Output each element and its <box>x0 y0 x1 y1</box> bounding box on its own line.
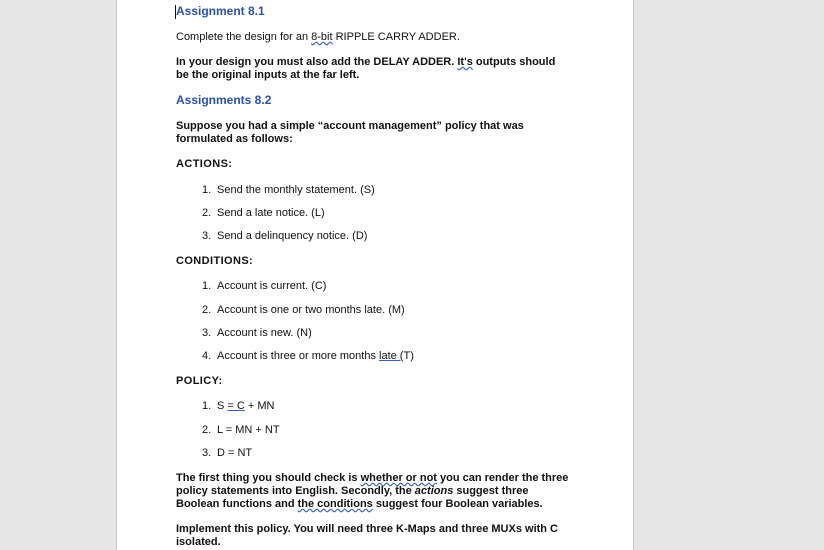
list-item-condition-1 <box>202 280 326 293</box>
list-item-action-2 <box>202 207 325 220</box>
text-run: suggest three Boolean functions and <box>176 485 529 510</box>
list-text: Account is three or more months <box>217 350 380 362</box>
list-number: 3. <box>202 327 212 339</box>
document-page <box>116 0 634 550</box>
conditions-label: CONDITIONS: <box>176 255 254 267</box>
list-item-policy-2 <box>202 424 280 437</box>
text-run: In your design you must also add the DELAY ADDER. <box>176 56 458 68</box>
list-text: Account is new. (N) <box>217 327 312 339</box>
spellcheck-phrase: the conditions <box>297 498 373 510</box>
list-item-policy-1 <box>202 400 275 413</box>
text-run: you can render the three policy statements into English. Secondly, the <box>176 472 569 497</box>
list-number: 4. <box>202 350 212 362</box>
text-run: outputs should be the original inputs at the far left. <box>176 56 556 81</box>
list-number: 2. <box>202 207 212 219</box>
list-number: 1. <box>202 280 212 292</box>
list-number: 3. <box>202 447 212 459</box>
text-run: RIPPLE CARRY ADDER. <box>332 31 460 43</box>
list-text: Send a late notice. (L) <box>217 207 325 219</box>
list-number: 1. <box>202 184 212 196</box>
list-text: Send the monthly statement. (S) <box>217 184 375 196</box>
spellcheck-phrase: whether or not <box>360 472 437 484</box>
underlined-text: late ( <box>379 350 404 362</box>
text-run: Complete the design for an <box>176 31 312 43</box>
list-number: 2. <box>202 424 212 436</box>
italic-text: actions <box>414 485 454 497</box>
paragraph-first-thing <box>176 472 571 511</box>
text-run: suggest four Boolean variables. <box>372 498 543 510</box>
paragraph-implement: Implement this policy. You will need three K-Maps and three MUXs with C isolated. <box>176 523 559 548</box>
paragraph-ripple-carry <box>176 31 571 44</box>
heading-assignment-8-1: Assignment 8.1 <box>176 4 265 18</box>
list-text: L = MN + NT <box>217 424 280 436</box>
list-number: 1. <box>202 400 212 412</box>
paragraph-delay-adder <box>176 56 571 82</box>
actions-label: ACTIONS: <box>176 158 233 170</box>
list-text: S <box>217 400 228 412</box>
list-item-condition-3 <box>202 327 312 340</box>
list-item-condition-4 <box>202 350 414 363</box>
list-item-action-3 <box>202 230 367 243</box>
heading-assignment-8-2: Assignments 8.2 <box>176 93 272 107</box>
list-text: Send a delinquency notice. (D) <box>217 230 368 242</box>
spellcheck-word: 8-bit <box>311 31 333 43</box>
underlined-text: = C <box>227 400 245 412</box>
list-number: 3. <box>202 230 212 242</box>
list-text: T) <box>403 350 414 362</box>
list-item-condition-2 <box>202 304 405 317</box>
list-text: + MN <box>244 400 275 412</box>
list-text: Account is current. (C) <box>217 280 327 292</box>
list-item-action-1 <box>202 184 375 197</box>
policy-label: POLICY: <box>176 375 223 387</box>
list-text: D = NT <box>217 447 253 459</box>
paragraph-intro: Suppose you had a simple “account management” policy that was formulated as follows: <box>176 120 524 145</box>
list-item-policy-3 <box>202 447 252 460</box>
list-number: 2. <box>202 304 212 316</box>
spellcheck-word: It's <box>457 56 473 68</box>
list-text: Account is one or two months late. (M) <box>217 304 405 316</box>
text-run: The first thing you should check is <box>176 472 361 484</box>
